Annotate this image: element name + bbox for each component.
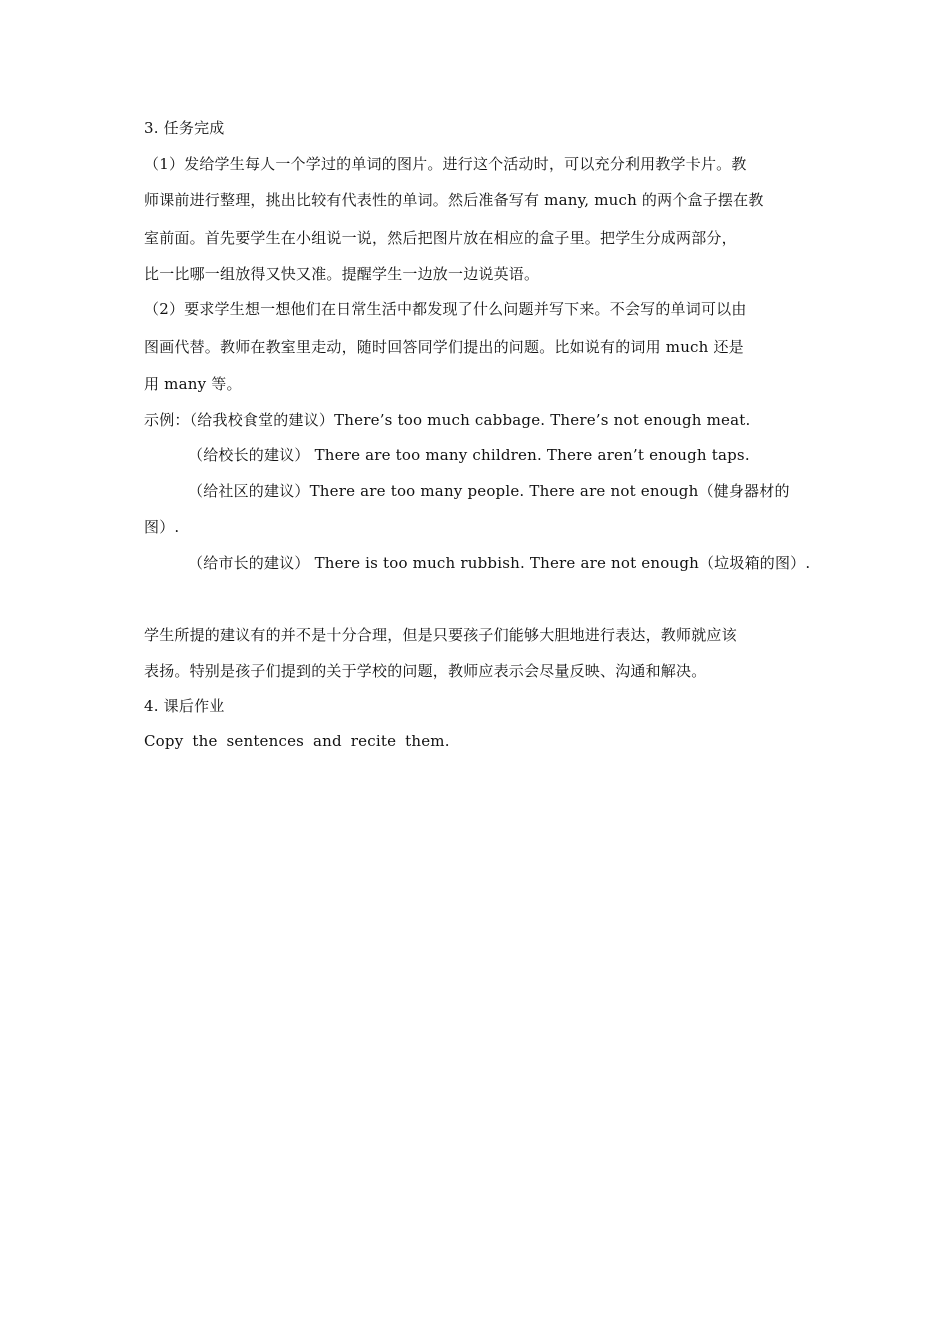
paragraph-3-line-1: 学生所提的建议有的并不是十分合理，但是只要孩子们能够大胆地进行表达，教师就应该 <box>144 626 737 644</box>
paragraph-2-line-1: （2）要求学生想一想他们在日常生活中都发现了什么问题并写下来。不会写的单词可以由 <box>144 300 747 318</box>
section-3-heading: 3. 任务完成 <box>144 119 225 137</box>
paragraph-1-line-2: 师课前进行整理，挑出比较有代表性的单词。然后准备写有 many, much 的两个盒子摆在教 <box>144 191 764 209</box>
example-community-line-2: 图）. <box>144 518 180 536</box>
section-4-heading: 4. 课后作业 <box>144 697 225 715</box>
example-mayor: （给市长的建议） There is too much rubbish. There are not enough（垃圾箱的图）. <box>188 554 811 572</box>
paragraph-2-line-2: 图画代替。教师在教室里走动，随时回答同学们提出的问题。比如说有的词用 much 还是 <box>144 338 744 356</box>
homework-text: Copy the sentences and recite them. <box>144 732 450 750</box>
paragraph-1-line-1: （1）发给学生每人一个学过的单词的图片。进行这个活动时，可以充分利用教学卡片。教 <box>144 155 747 173</box>
example-principal: （给校长的建议） There are too many children. There aren’t enough taps. <box>188 446 750 464</box>
paragraph-1-line-4: 比一比哪一组放得又快又准。提醒学生一边放一边说英语。 <box>144 265 540 283</box>
example-community-line-1: （给社区的建议）There are too many people. There are not enough（健身器材的 <box>188 482 790 500</box>
example-canteen: 示例：（给我校食堂的建议）There’s too much cabbage. There’s not enough meat. <box>144 411 751 429</box>
paragraph-1-line-3: 室前面。首先要学生在小组说一说，然后把图片放在相应的盒子里。把学生分成两部分， <box>144 229 737 247</box>
paragraph-2-line-3: 用 many 等。 <box>144 375 242 393</box>
paragraph-3-line-2: 表扬。特别是孩子们提到的关于学校的问题，教师应表示会尽量反映、沟通和解决。 <box>144 662 707 680</box>
